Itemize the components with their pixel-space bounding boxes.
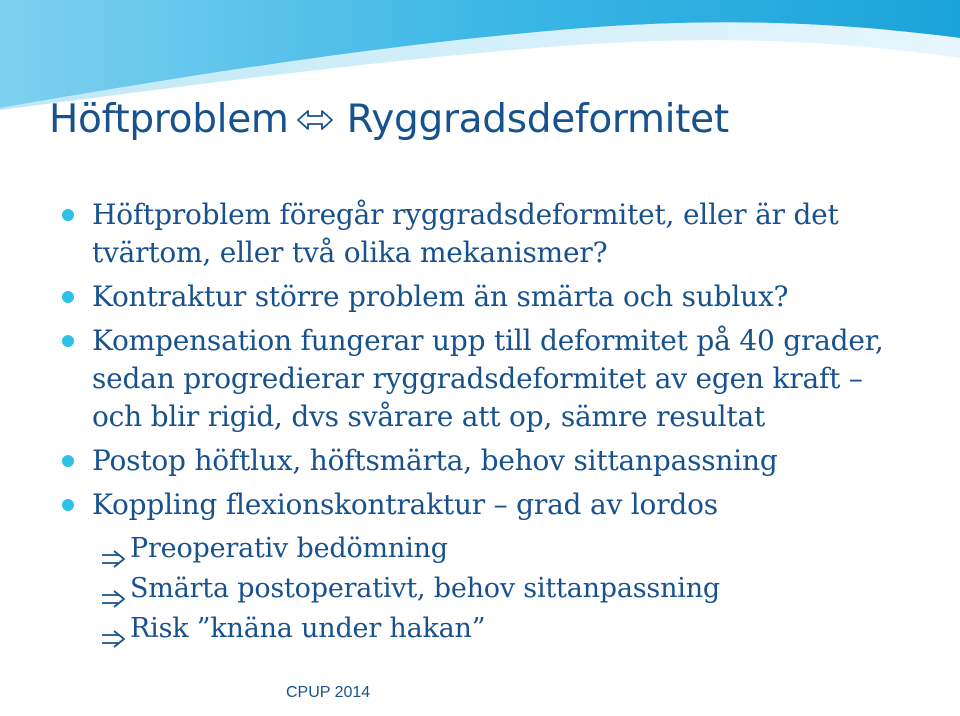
bullet-text: Postop höftlux, höftsmärta, behov sittanpassning	[92, 444, 778, 477]
sub-bullet-text: Preoperativ bedömning	[130, 533, 448, 564]
title-left: Höftproblem	[49, 97, 289, 142]
bullet-dot-icon	[62, 291, 74, 303]
bullet-item	[60, 196, 920, 272]
bullet-dot-icon	[62, 499, 74, 511]
bullet-text: Höftproblem föregår ryggradsdeformitet, eller är det tvärtom, eller två olika mekanismer?	[92, 198, 839, 269]
sub-bullet-item	[60, 610, 920, 648]
bullet-dot-icon	[62, 455, 74, 467]
bullet-dot-icon	[62, 209, 74, 221]
bullet-dot-icon	[62, 335, 74, 347]
bullet-item	[60, 486, 920, 524]
bullet-text: Kompensation fungerar upp till deformitet på 40 grader, sedan progredierar ryggradsdeformitet av egen kraft – och blir rigid, dvs svårare att op, sämre resultat	[92, 324, 884, 433]
bullet-text: Koppling flexionskontraktur – grad av lordos	[92, 488, 718, 521]
slide-title	[49, 96, 729, 147]
bullet-item	[60, 442, 920, 480]
bullet-text: Kontraktur större problem än smärta och sublux?	[92, 280, 789, 313]
bullet-item	[60, 278, 920, 316]
implies-arrow-icon	[102, 621, 126, 659]
sub-bullet-text: Smärta postoperativt, behov sittanpassning	[130, 573, 720, 604]
bullet-item	[60, 322, 920, 436]
footer-text: CPUP 2014	[286, 684, 371, 701]
title-right: Ryggradsdeformitet	[346, 97, 729, 142]
bullet-list	[60, 196, 920, 648]
left-right-arrow-icon	[297, 96, 333, 141]
sub-bullet-item	[60, 570, 920, 608]
sub-bullet-item	[60, 530, 920, 568]
sub-bullet-text: Risk ”knäna under hakan”	[130, 613, 486, 644]
header-wave-banner	[0, 0, 960, 110]
